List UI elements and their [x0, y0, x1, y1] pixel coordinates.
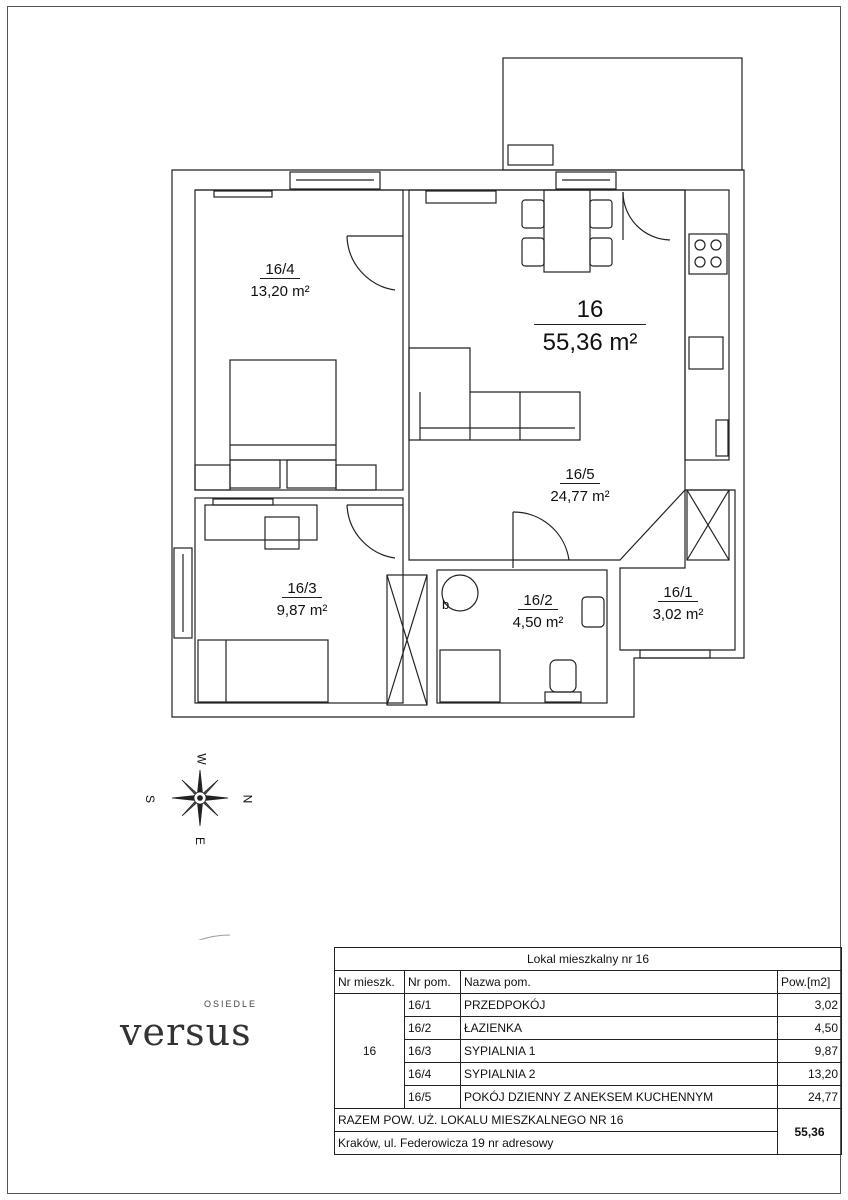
- table-total-row: [335, 1109, 842, 1132]
- door-swing: [347, 236, 395, 290]
- room-area: 9,87 m²: [276, 602, 328, 619]
- dining-table: [544, 190, 590, 272]
- sofa: [409, 348, 580, 440]
- nightstand: [287, 460, 336, 488]
- room-number: 16/3: [282, 580, 322, 598]
- room-area: 3,02 m²: [652, 606, 704, 623]
- fridge-vent: [716, 420, 728, 456]
- table-row: [335, 1017, 842, 1040]
- header-cell: Nazwa pom.: [461, 971, 778, 994]
- room-label-16-1: [628, 584, 728, 623]
- logo-arc: [135, 935, 230, 940]
- header-cell: Pow.[m2]: [778, 971, 842, 994]
- compass-right-letter: N: [240, 794, 255, 804]
- nightstand: [230, 460, 280, 488]
- table-row: [335, 1063, 842, 1086]
- compass-rose: [172, 770, 228, 826]
- boiler-mark: b: [442, 597, 450, 612]
- logo-small-text: OSIEDLE: [204, 999, 258, 1009]
- table-address-row: [335, 1132, 842, 1155]
- room-label-16-3: [252, 580, 352, 619]
- dining-chair: [590, 200, 612, 228]
- window-hall: [640, 650, 710, 658]
- radiator: [214, 191, 272, 197]
- address: Kraków, ul. Federowicza 19 nr adresowy: [335, 1132, 778, 1155]
- logo-wordmark: versus: [120, 1010, 252, 1054]
- door-swing: [347, 505, 395, 558]
- room-name-cell: ŁAZIENKA: [461, 1017, 778, 1040]
- apartment-area: 55,36 m²: [542, 329, 638, 356]
- room-area-cell: 24,77: [778, 1086, 842, 1109]
- room-number: 16/5: [560, 466, 600, 484]
- room-area: 24,77 m²: [550, 488, 610, 505]
- shelf: [336, 465, 376, 490]
- hall-wardrobe-cross: [687, 490, 729, 560]
- room-name-cell: SYPIALNIA 1: [461, 1040, 778, 1063]
- room-area-cell: 4,50: [778, 1017, 842, 1040]
- room-label-16-4: [230, 261, 330, 300]
- kitchen-sink: [689, 337, 723, 369]
- door-swing: [623, 192, 670, 240]
- flat-number-cell: 16: [335, 994, 405, 1109]
- room-number: 16/1: [658, 584, 698, 602]
- room-name-cell: PRZEDPOKÓJ: [461, 994, 778, 1017]
- room-area-cell: 9,87: [778, 1040, 842, 1063]
- apartment-label: [530, 296, 650, 357]
- compass-left-letter: S: [143, 794, 158, 804]
- room-area: 13,20 m²: [250, 283, 310, 300]
- dining-chair: [590, 238, 612, 266]
- burner: [711, 257, 721, 267]
- room-number-cell: 16/4: [405, 1063, 461, 1086]
- sofa-cushions: [420, 392, 575, 440]
- toilet: [550, 660, 576, 692]
- outer-wall: [172, 170, 744, 717]
- burner: [695, 257, 705, 267]
- door-swing: [513, 512, 569, 560]
- room-area: 4,50 m²: [512, 614, 564, 631]
- room-number-cell: 16/1: [405, 994, 461, 1017]
- room-16-2-outline: [437, 570, 607, 703]
- room-16-1-outline: [620, 490, 735, 650]
- table-row: [335, 994, 842, 1017]
- table-title-row: [335, 948, 842, 971]
- balcony: [503, 58, 742, 170]
- room-number: 16/2: [518, 592, 558, 610]
- room-number-cell: 16/5: [405, 1086, 461, 1109]
- room-number-cell: 16/2: [405, 1017, 461, 1040]
- single-bed: [198, 640, 328, 702]
- room-area-cell: 13,20: [778, 1063, 842, 1086]
- room-area-cell: 3,02: [778, 994, 842, 1017]
- shower: [440, 650, 500, 702]
- table-title: Lokal mieszkalny nr 16: [335, 948, 842, 971]
- header-cell: Nr mieszk.: [335, 971, 405, 994]
- cooktop: [689, 234, 727, 274]
- table-header-row: [335, 971, 842, 994]
- room-label-16-5: [530, 466, 630, 505]
- compass-top-letter: W: [194, 753, 209, 765]
- header-cell: Nr pom.: [405, 971, 461, 994]
- room-number: 16/4: [260, 261, 300, 279]
- room-label-16-2: [488, 592, 588, 631]
- total-label: RAZEM POW. UŻ. LOKALU MIESZKALNEGO NR 16: [335, 1109, 778, 1132]
- room-name-cell: SYPIALNIA 2: [461, 1063, 778, 1086]
- balcony-fixture: [508, 145, 553, 165]
- burner: [711, 240, 721, 250]
- room-number-cell: 16/3: [405, 1040, 461, 1063]
- toilet-tank: [545, 692, 581, 702]
- burner: [695, 240, 705, 250]
- shelf: [195, 465, 230, 490]
- area-table: [334, 947, 842, 1155]
- desk: [205, 505, 317, 540]
- wardrobe-cross: [387, 575, 427, 705]
- dining-chair: [522, 238, 544, 266]
- room-name-cell: POKÓJ DZIENNY Z ANEKSEM KUCHENNYM: [461, 1086, 778, 1109]
- compass-bottom-letter: E: [193, 836, 208, 846]
- chair: [265, 517, 299, 549]
- radiator: [213, 499, 273, 505]
- radiator: [426, 191, 496, 203]
- table-row: [335, 1086, 842, 1109]
- dining-chair: [522, 200, 544, 228]
- total-value: 55,36: [778, 1109, 842, 1155]
- table-row: [335, 1040, 842, 1063]
- apartment-number: 16: [534, 296, 646, 325]
